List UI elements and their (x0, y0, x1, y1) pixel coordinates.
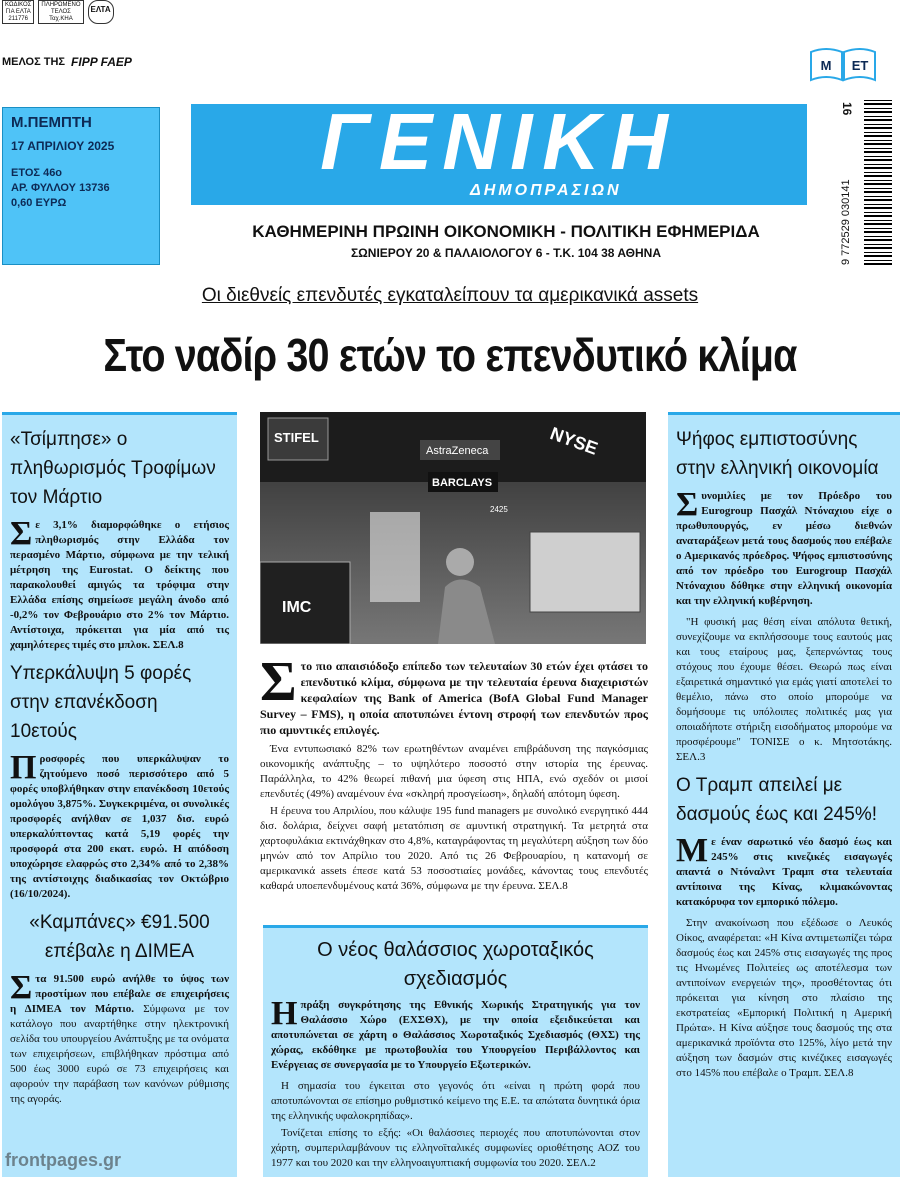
postal-code-badge: ΚΩΔΙΚΟΣ ΓΙΑ ΕΛΤΑ 211776 (2, 0, 34, 24)
issue-day: Μ.ΠΕΜΠΤΗ (11, 114, 92, 131)
left-story2-title: Υπερκάλυψη 5 φορές στην επανέκδοση 10ετούς (10, 663, 192, 742)
main-paragraph-2: Η έρευνα του Απριλίου, που κάλυψε 195 fund managers με συνολικό ενεργητικό 444 δισ. δολάρια, δείχνει σαφή μετατόπιση σε αμυντική στρατηγική. Τα μετρητά στα χαρτοφυλάκια εκτινάχθηκαν στο 4,8%, καταγράφοντας τη μεγαλύτερη αύξηση των δύο μηνών από τον Απρίλιο του 2020. Από τις 26 Φεβρουαρίου, η κατανομή σε αμερικανικά assets έπεσε κατά 53 ποσοστιαίες μονάδες, κάνοντας τους επενδυτές καθαρά υποεπενδυμένους κατά 36%, σύμφωνα με την έρευνα. ΣΕΛ.8 (260, 805, 648, 892)
photo-sign-imc: IMC (282, 599, 312, 616)
right-story1-title: Ψήφος εμπιστοσύνης στην ελληνική οικονομία (676, 429, 879, 479)
drop-cap: Σ (260, 651, 297, 713)
right-story2-body: Με έναν σαρωτικό νέο δασμό έως και 245% στις κινεζικές εισαγωγές απαντά ο Ντόναλντ Τραμπ στα τελευταία αντίποινα της Κίνας, κλιμακώνοντας κατακόρυφα τον εμπορικό πόλεμο. (676, 832, 892, 908)
postal-badges (2, 0, 162, 24)
main-paragraph-1: Ένα εντυπωσιακό 82% των ερωτηθέντων αναμένει επιβράδυνση της παγκόσμιας οικονομικής ανάπτυξης – το υψηλότερο ποσοστό στην ιστορία της έρευνας. Παράλληλα, το 42% θεωρεί πιθανή μια ύφεση στις ΗΠΑ, ενώ σχεδόν οι μισοί επενδυτές (49%) αναμένουν ένα «σκληρή προσγείωση», δηλαδή απότομη ύφεση. (260, 743, 648, 800)
center-box-title: Ο νέος θαλάσσιος χωροταξικός σχεδιασμός (317, 939, 594, 990)
center-box-body: Ηπράξη συγκρότησης της Εθνικής Χωρικής Στρατηγικής για τον Θαλάσσιο Χώρο (ΕΧΣΘΧ), με την οποία εξειδικεύεται και αποτυπώνεται σε χάρτη ο Θαλάσσιος Χωροταξικός Σχεδιασμός (ΘΧΣ) της χώρας, εκδόθηκε με πρωτοβουλία του Υπουργείου Περιβάλλοντος και Ενέργειας σε συνεργασία με το Υπουργείο Εξωτερικών. (271, 995, 640, 1071)
main-kicker: Οι διεθνείς επενδυτές εγκαταλείπουν τα αμερικανικά assets (201, 285, 699, 306)
right-story2-text: Στην ανακοίνωση που εξέδωσε ο Λευκός Οίκος, αναφέρεται: «Η Κίνα αντιμετωπίζει τώρα δασμούς έως και 245% στις εισαγωγές της προς τις Ηνωμένες Πολιτείες ως αποτέλεσμα των αντιποίνων ενεργειών της», προσθέτοντας ότι πρόκειται για κίνηση στο πλαίσιο της εκστρατείας «Εμπορική Πολιτική η Αμερική Πρώτα». Η Κίνα αύξησε τους δασμούς της στα αμερικανικά προϊόντα στο 125%, λίγο μετά την αύξηση των δασμών στις κινέζικες εισαγωγές στο 145% που επέβαλε ο Τραμπ. ΣΕΛ.8 (676, 917, 892, 1079)
left-story3-body: Στα 91.500 ευρώ ανήλθε το ύψος των προστίμων που επέβαλε σε επιχειρήσεις η ΔΙΜΕΑ τον Μάρτιο. Σύμφωνα με τον κατάλογο που αναρτήθηκε στην ηλεκτρονική σελίδα του υπουργείου Ανάπτυξης με τα ονόματα των επιχειρήσεων, επιβλήθηκαν πρόστιμα από 500 έως 3000 ευρώ σε 73 επιχειρήσεις και αφορούν την παράβαση των κανόνων ρύθμισης της αγοράς. (10, 969, 230, 1105)
photo-sign-stifel: STIFEL (274, 430, 319, 445)
left-story1-title: «Τσίμπησε» ο πληθωρισμός Τροφίμων τον Μάρτιο (10, 429, 216, 508)
elta-badge: ΕΛΤΑ (88, 0, 114, 24)
masthead-tagline: ΚΑΘΗΜΕΡΙΝΗ ΠΡΩΙΝΗ ΟΙΚΟΝΟΜΙΚΗ - ΠΟΛΙΤΙΚΗ ΕΦΗΜΕΡΙΔΑ (252, 222, 760, 241)
left-story3-title: «Καμπάνες» €91.500 επέβαλε η ΔΙΜΕΑ (29, 912, 210, 962)
right-story2-title: Ο Τραμπ απειλεί με δασμούς έως και 245%! (676, 775, 877, 825)
member-label: ΜΕΛΟΣ ΤΗΣ (2, 56, 66, 68)
barcode-issue-code: 16 (840, 102, 854, 116)
drop-cap: Η (271, 995, 298, 1032)
masthead-subtitle: ΔΗΜΟΠΡΑΣΙΩΝ (470, 182, 622, 199)
maritime-planning-box (263, 925, 648, 1177)
drop-cap: Σ (10, 515, 33, 552)
issue-date: 17 ΑΠΡΙΛΙΟΥ 2025 (11, 139, 115, 153)
met-logo (808, 44, 878, 84)
postage-paid-badge: ΠΛΗΡΩΜΕΝΟ ΤΕΛΟΣ Ταχ.ΚΗΑ (38, 0, 83, 24)
masthead-address: ΣΩΝΙΕΡΟΥ 20 & ΠΑΛΑΙΟΛΟΓΟΥ 6 - Τ.Κ. 104 38 ΑΘΗΝΑ (350, 246, 662, 260)
barcode-bars (864, 100, 892, 265)
photo-sign-astrazeneca: AstraZeneca (426, 445, 489, 457)
issue-info-box (2, 107, 160, 265)
barcode-number: 9 772529 030141 (840, 179, 852, 265)
issue-year: ΕΤΟΣ 46ο (11, 167, 63, 179)
right-story1-quote: "Η φυσική μας θέση είναι απόλυτα θετική, συνεχίζουμε να εκπλήσσουμε τους εαυτούς μας και τους εταίρους μας, ξεπερνώντας τους στόχους που έχουμε θέσει. Θεωρώ πως είναι εξαιρετικά σημαντικό για εμάς γιατί αποτελεί το θεμέλιο, πάνω στο οποίο μπορούμε να δομήσουμε τις υπόλοιπες πολιτικές μας για οποιαδήποτε στήριξη εισοδήματος μπορούμε να προσφέρουμε" ΤΟΝΙΣΕ ο κ. Μητσοτάκης. ΣΕΛ.3 (676, 616, 892, 763)
photo-sign-nyse: NYSE (547, 423, 601, 459)
left-story2-body: Προσφορές που υπερκάλυψαν το ζητούμενο ποσό περισσότερο από 5 φορές υποβλήθηκαν στην επανέκδοση 10ετούς ομολόγου 3,875%. Συγκεκριμένα, οι συνολικές προσφορές ανήλθαν σε 1,037 δισ. ευρώ υπερκαλύπτοντας κατά 5,19 φορές την προσφορά στα 200 εκατ. ευρώ. Η απόδοση υποχώρησε ελαφρώς στο 2,34% από το 2,38% της αντίστοιχης διαδικασίας τον Οκτώβριο (16/10/2024). (10, 749, 229, 900)
issue-price: 0,60 ΕΥΡΩ (11, 197, 67, 209)
trading-floor-illustration (260, 412, 646, 644)
issue-sheet-number: ΑΡ. ΦΥΛΛΟΥ 13736 (11, 182, 110, 194)
main-lead: Στο πιο απαισιόδοξο επίπεδο των τελευταίων 30 ετών έχει φτάσει το επενδυτικό κλίμα, σύμφωνα με την τελευταία έρευνα διαχειριστών κεφαλαίων της Bank of America (BofA Global Fund Manager Survey – FMS), η οποία αποτυπώνει έντονη στροφή των επενδυτών προς πιο αμυντικές επιλογές. (260, 651, 648, 737)
main-headline: Στο ναδίρ 30 ετών το επενδυτικό κλίμα (103, 329, 797, 381)
left-story1-body: Σε 3,1% διαμορφώθηκε ο ετήσιος πληθωρισμός στην Ελλάδα τον περασμένο Μάρτιο, σύμφωνα με την τελική μέτρηση της Eurostat. Ο δείκτης που παρακολουθεί αμιγώς τα τρόφιμα στην Ελλάδα επίσης σημείωσε μεγάλη άνοδο από -0,2% τον Φεβρουάριο στο 2% τον Μάρτιο. Αντίστοιχα, πρόκειται για μία από τις χαμηλότερες τιμές στο μπλοκ. ΣΕΛ.8 (10, 515, 229, 651)
center-box-para1: Η σημασία του έγκειται στο γεγονός ότι «είναι η πρώτη φορά που αποτυπώνονται σε επίσημο ρυθμιστικό κείμενο της Ε.Ε. τα απώτατα δυνητικά όρια της ελληνικής υφαλοκρηπίδας». (271, 1080, 640, 1122)
met-logo-et: ET (851, 58, 869, 73)
trading-floor-photo (260, 412, 646, 644)
barcode (838, 100, 896, 265)
drop-cap: Π (10, 749, 37, 786)
photo-sign-barclays: BARCLAYS (432, 477, 493, 489)
watermark: frontpages.gr (5, 1150, 122, 1170)
main-article (260, 651, 648, 894)
right-story1-body: Συνομιλίες με τον Πρόεδρο του Eurogroup Πασχάλ Ντόναχιου είχε ο πρωθυπουργός, εν μέσω διεθνών αναταράξεων μετά τους δασμούς που επέβαλε ο Αμερικανός πρόεδρος. Ψήφος εμπιστοσύνης από τον πρόεδρο του Eurogroup Πασχάλ Ντόναχιου δόθηκε στην ελληνική οικονομία και την ελληνική κυβέρνηση. (676, 486, 892, 607)
photo-sign-ticker: 2425 (490, 505, 508, 514)
drop-cap: Σ (676, 486, 699, 523)
masthead-title: ΓΕΝΙΚΗ (320, 97, 678, 186)
drop-cap: Σ (10, 969, 33, 1006)
met-logo-m: M (820, 58, 832, 73)
right-column (668, 412, 900, 1177)
center-box-para2: Τονίζεται επίσης το εξής: «Οι θαλάσσιες περιοχές που αποτυπώνονται στον χάρτη, συμπεριλαμβάνουν τις ελληνοϊταλικές συμφωνίες οριοθέτησης ΑΟΖ του 1977 και του 2020 και την ελληνοαιγυπτιακή συμφωνία του 2020. ΣΕΛ.2 (271, 1127, 640, 1169)
drop-cap: Μ (676, 832, 709, 869)
fipp-logo: FIPP FAEP (71, 55, 132, 69)
left-column (2, 412, 237, 1177)
member-of (2, 55, 132, 69)
